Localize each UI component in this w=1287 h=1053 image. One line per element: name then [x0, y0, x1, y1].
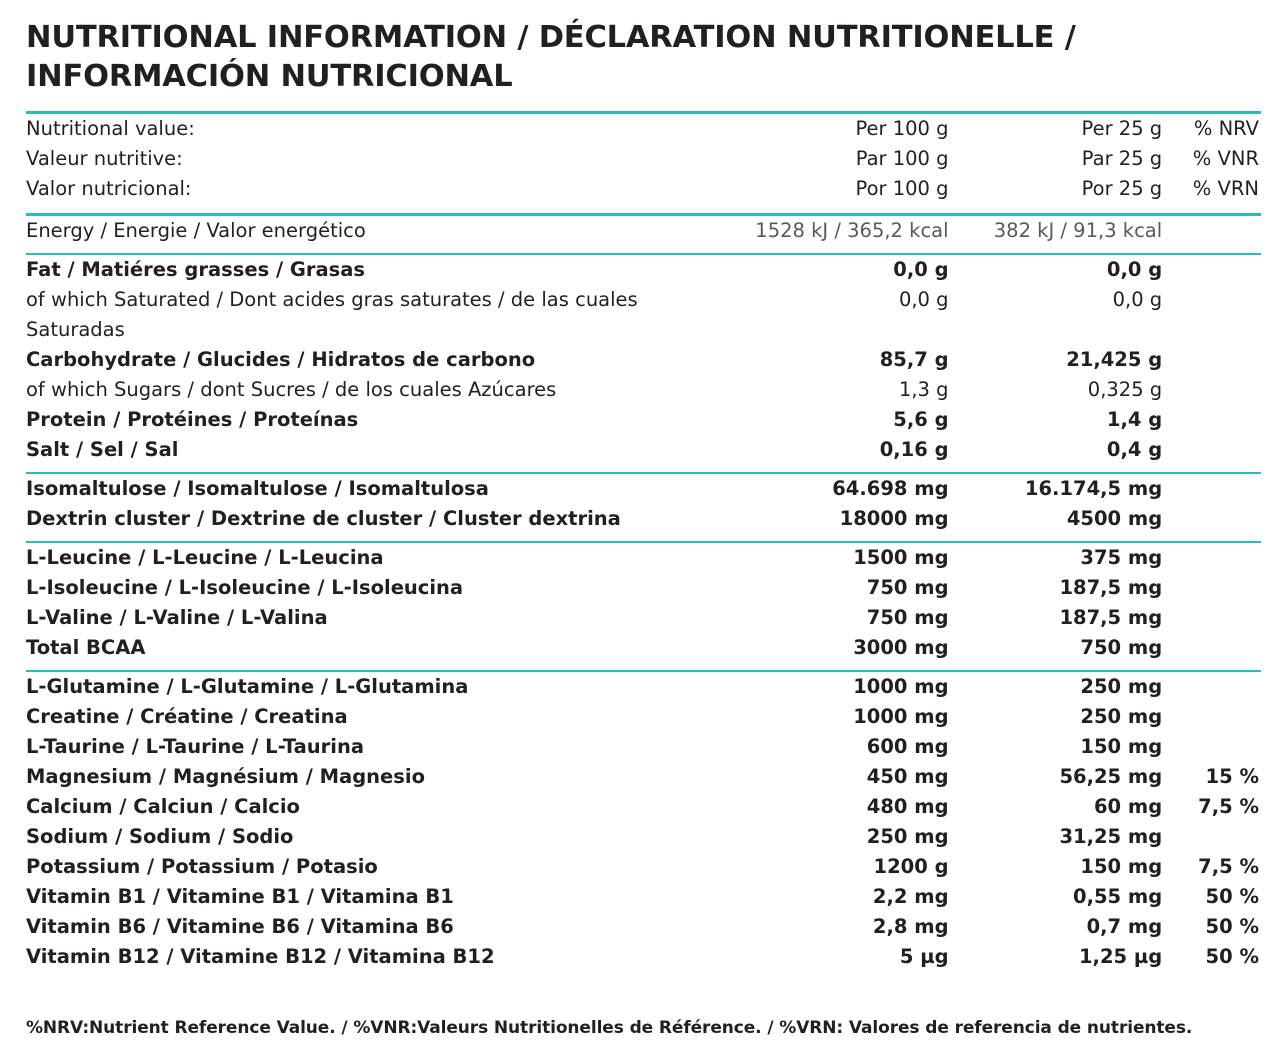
table-row: [26, 375, 1261, 405]
value-per-100g: 3000 mg: [853, 635, 949, 659]
value-per-25g: 31,25 mg: [1059, 824, 1163, 848]
value-per-25g: 0,7 mg: [1086, 914, 1163, 938]
spacer-cell: [26, 204, 724, 215]
nutrient-name: Fat / Matiéres grasses / Grasas: [26, 254, 724, 285]
value-per-25g: 187,5 mg: [1059, 605, 1163, 629]
value-nrv: 15 %: [1205, 764, 1259, 788]
nutrient-name: Vitamin B12 / Vitamine B12 / Vitamina B12: [26, 944, 495, 968]
spacer-cell: [724, 204, 949, 215]
value-per-100g: 85,7 g: [879, 347, 949, 371]
header-nrv: % VNR: [1192, 146, 1259, 170]
spacer-cell: [26, 663, 724, 671]
value-per-25g: 250 mg: [949, 671, 1163, 702]
nutrient-name: Calcium / Calciun / Calcio: [26, 794, 300, 818]
value-nrv: [1162, 633, 1261, 663]
value-nrv: [1162, 504, 1261, 534]
value-nrv: [1162, 405, 1261, 435]
spacer-cell: [949, 534, 1163, 542]
value-per-25g: 250 mg: [1080, 704, 1163, 728]
nutrient-name: L-Glutamine / L-Glutamine / L-Glutamina: [26, 671, 724, 702]
spacer-cell: [26, 534, 724, 542]
header-per-25g: Por 25 g: [1081, 176, 1163, 200]
footnote: %NRV:Nutrient Reference Value. / %VNR:Valeurs Nutritionelles de Référence. / %VRN: Valores de referencia de nutrientes.: [26, 1017, 1193, 1038]
nutrient-name: Magnesium / Magnésium / Magnesio: [26, 764, 425, 788]
nutrient-name: Salt / Sel / Sal: [26, 437, 179, 461]
table-header-row: [26, 174, 1261, 204]
value-per-25g: 150 mg: [1080, 854, 1163, 878]
nutrient-name: Dextrin cluster / Dextrine de cluster / Cluster dextrina: [26, 506, 621, 530]
spacer-cell: [949, 663, 1163, 671]
value-per-25g: 375 mg: [949, 542, 1163, 573]
row-spacer: [26, 465, 1261, 473]
value-per-100g: 0,0 g: [898, 287, 949, 311]
spacer-cell: [724, 465, 949, 473]
header-nrv: % NRV: [1162, 112, 1261, 144]
spacer-cell: [949, 204, 1163, 215]
spacer-cell: [724, 663, 949, 671]
value-nrv: [1162, 603, 1261, 633]
value-per-25g: 0,55 mg: [1073, 884, 1163, 908]
value-per-100g: 0,0 g: [724, 254, 949, 285]
table-row: [26, 573, 1261, 603]
spacer-cell: [724, 534, 949, 542]
value-nrv: 7,5 %: [1198, 794, 1259, 818]
row-spacer: [26, 534, 1261, 542]
spacer-cell: [1162, 465, 1261, 473]
page-title: NUTRITIONAL INFORMATION / DÉCLARATION NUTRITIONELLE / INFORMACIÓN NUTRICIONAL: [26, 20, 1076, 95]
value-nrv: 7,5 %: [1198, 854, 1259, 878]
value-per-100g: 1528 kJ / 365,2 kcal: [724, 214, 949, 246]
header-label: Valor nutricional:: [26, 176, 192, 200]
value-per-100g: 0,16 g: [879, 437, 949, 461]
nutrient-name: L-Taurine / L-Taurine / L-Taurina: [26, 734, 365, 758]
value-per-100g: 2,8 mg: [872, 914, 949, 938]
nutrient-name: of which Sugars / dont Sucres / de los cuales Azúcares: [26, 377, 557, 401]
value-per-100g: 1,3 g: [898, 377, 949, 401]
spacer-cell: [949, 246, 1163, 254]
value-per-100g: 750 mg: [866, 575, 949, 599]
value-per-100g: 600 mg: [866, 734, 949, 758]
value-per-25g: 382 kJ / 91,3 kcal: [949, 214, 1163, 246]
table-row: [26, 942, 1261, 972]
value-nrv: [1162, 542, 1261, 573]
value-per-25g: 0,325 g: [1087, 377, 1163, 401]
nutrient-name: of which Saturated / Dont acides gras saturates / de las cuales Saturadas: [26, 287, 638, 341]
spacer-cell: [26, 246, 724, 254]
spacer-cell: [1162, 663, 1261, 671]
value-nrv: [1162, 473, 1261, 504]
table-row: [26, 633, 1261, 663]
spacer-cell: [1162, 534, 1261, 542]
value-per-100g: 1000 mg: [853, 704, 949, 728]
value-nrv: [1162, 285, 1261, 345]
table-row: [26, 603, 1261, 633]
nutrient-name: Vitamin B1 / Vitamine B1 / Vitamina B1: [26, 884, 454, 908]
spacer-cell: [1162, 204, 1261, 215]
value-per-25g: 16.174,5 mg: [949, 473, 1163, 504]
table-row: [26, 254, 1261, 285]
nutrient-name: Vitamin B6 / Vitamine B6 / Vitamina B6: [26, 914, 454, 938]
table-row: [26, 792, 1261, 822]
value-nrv: 50 %: [1205, 884, 1259, 908]
nutrition-table-body: [26, 112, 1261, 972]
nutrient-name: L-Leucine / L-Leucine / L-Leucina: [26, 542, 724, 573]
value-nrv: [1162, 822, 1261, 852]
value-nrv: 50 %: [1205, 944, 1259, 968]
header-per-100g: Por 100 g: [855, 176, 949, 200]
value-per-25g: 60 mg: [1093, 794, 1163, 818]
table-row: [26, 435, 1261, 465]
table-row: [26, 762, 1261, 792]
value-nrv: [1162, 732, 1261, 762]
value-per-100g: 450 mg: [866, 764, 949, 788]
value-per-100g: 1000 mg: [724, 671, 949, 702]
nutrition-table: [26, 111, 1261, 972]
table-row: [26, 702, 1261, 732]
table-row: [26, 732, 1261, 762]
value-per-100g: 2,2 mg: [872, 884, 949, 908]
value-per-25g: 56,25 mg: [1059, 764, 1163, 788]
value-per-25g: 1,25 µg: [1078, 944, 1163, 968]
value-per-25g: 750 mg: [1080, 635, 1163, 659]
nutrient-name: L-Valine / L-Valine / L-Valina: [26, 605, 328, 629]
table-row: [26, 912, 1261, 942]
value-per-25g: 0,4 g: [1106, 437, 1163, 461]
table-header-row: [26, 112, 1261, 144]
header-per-100g: Par 100 g: [855, 146, 949, 170]
table-row: [26, 882, 1261, 912]
nutrient-name: Protein / Protéines / Proteínas: [26, 407, 359, 431]
value-per-25g: 0,0 g: [949, 254, 1163, 285]
value-per-25g: 21,425 g: [1066, 347, 1163, 371]
table-row: [26, 473, 1261, 504]
value-per-25g: 4500 mg: [1066, 506, 1163, 530]
spacer-cell: [724, 246, 949, 254]
spacer-cell: [1162, 246, 1261, 254]
table-row: [26, 504, 1261, 534]
value-nrv: [1162, 254, 1261, 285]
value-nrv: [1162, 375, 1261, 405]
row-spacer: [26, 663, 1261, 671]
value-per-100g: 250 mg: [866, 824, 949, 848]
value-per-100g: 5 µg: [899, 944, 949, 968]
value-nrv: [1162, 671, 1261, 702]
table-row: [26, 852, 1261, 882]
value-per-100g: 480 mg: [866, 794, 949, 818]
value-per-25g: 150 mg: [1080, 734, 1163, 758]
table-row: [26, 285, 1261, 345]
nutrient-name: L-Isoleucine / L-Isoleucine / L-Isoleucina: [26, 575, 464, 599]
value-per-25g: 0,0 g: [1112, 287, 1163, 311]
value-nrv: [1162, 702, 1261, 732]
table-row: [26, 671, 1261, 702]
nutrient-name: Potassium / Potassium / Potasio: [26, 854, 378, 878]
header-per-100g: Per 100 g: [724, 112, 949, 144]
nutrient-name: Creatine / Créatine / Creatina: [26, 704, 348, 728]
header-per-25g: Par 25 g: [1081, 146, 1163, 170]
spacer-cell: [26, 465, 724, 473]
nutrient-name: Energy / Energie / Valor energético: [26, 214, 724, 246]
value-nrv: [1162, 345, 1261, 375]
table-row: [26, 822, 1261, 852]
header-nrv: % VRN: [1192, 176, 1259, 200]
header-per-25g: Per 25 g: [949, 112, 1163, 144]
value-per-100g: 64.698 mg: [724, 473, 949, 504]
nutrient-name: Isomaltulose / Isomaltulose / Isomaltulosa: [26, 473, 724, 504]
spacer-cell: [949, 465, 1163, 473]
table-row: [26, 405, 1261, 435]
value-nrv: [1162, 435, 1261, 465]
row-spacer: [26, 204, 1261, 215]
value-per-100g: 750 mg: [866, 605, 949, 629]
value-per-100g: 1200 g: [873, 854, 949, 878]
table-row: [26, 214, 1261, 246]
header-label: Valeur nutritive:: [26, 146, 183, 170]
table-header-row: [26, 144, 1261, 174]
value-per-100g: 1500 mg: [724, 542, 949, 573]
nutrient-name: Total BCAA: [26, 635, 146, 659]
row-spacer: [26, 246, 1261, 254]
table-row: [26, 345, 1261, 375]
value-nrv: 50 %: [1205, 914, 1259, 938]
value-nrv: [1162, 214, 1261, 246]
header-label: Nutritional value:: [26, 112, 724, 144]
value-nrv: [1162, 573, 1261, 603]
value-per-100g: 5,6 g: [893, 407, 949, 431]
value-per-100g: 18000 mg: [839, 506, 949, 530]
nutrient-name: Sodium / Sodium / Sodio: [26, 824, 294, 848]
value-per-25g: 187,5 mg: [1059, 575, 1163, 599]
value-per-25g: 1,4 g: [1106, 407, 1163, 431]
nutrient-name: Carbohydrate / Glucides / Hidratos de carbono: [26, 347, 536, 371]
table-row: [26, 542, 1261, 573]
